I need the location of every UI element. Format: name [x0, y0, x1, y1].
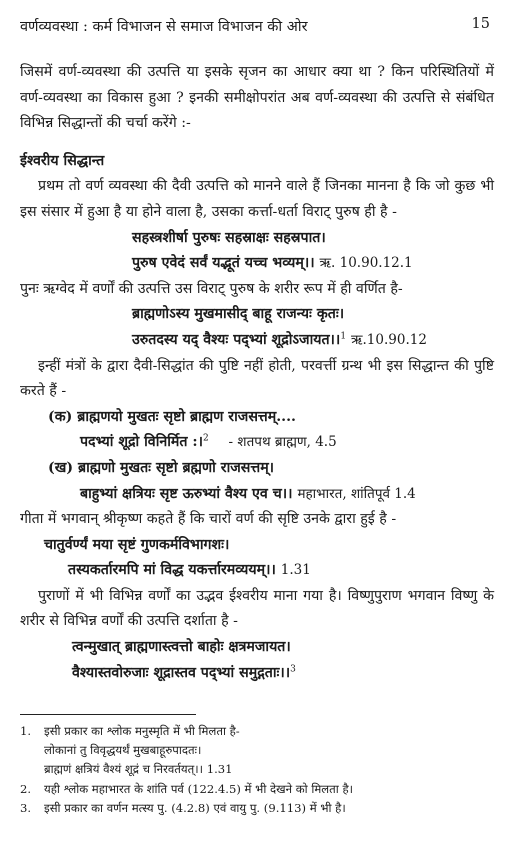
verse-line-2: [20, 251, 494, 277]
footnote-text: इसी प्रकार का वर्णन मत्स्य पु. (4.2.8) एवं वायु पु. (9.113) में भी है।: [44, 800, 346, 815]
verse-source: ऋ. 10.90.12.1: [319, 255, 413, 272]
footnote-divider: [20, 714, 196, 715]
footnote-number: 1.: [20, 724, 32, 738]
footnote-ref: 3: [290, 663, 296, 674]
verse-text: बाहुभ्यां क्षत्रियः सृष्ट ऊरुभ्यां वैश्य एव च।।: [80, 485, 293, 502]
intro-paragraph: जिसमें वर्ण-व्यवस्था की उत्पत्ति या इसके सृजन का आधार क्या था ? किन परिस्थितियों में वर्ण-व्यवस्था का विकास हुआ ? इनकी समीक्षोपरांत अब वर्ण-व्यवस्था की उत्पत्ति से संबंधित विभिन्न सिद्धान्तों की चर्चा करेंगे :-: [20, 64, 494, 132]
header-title: वर्णव्यवस्था : कर्म विभाजन से समाज विभाजन की ओर: [20, 19, 308, 35]
verse-kha-2: [20, 482, 494, 508]
verse-purana-1: त्वन्मुखात् ब्राह्मणास्त्वत्तो बाहोः क्षत्रमजायत।: [72, 639, 291, 656]
verse-text: वैश्यास्तवोरुजाः शूद्रास्तव पद्भ्यां समुद्गताः।।: [72, 664, 291, 681]
verse-line-3: ब्राह्मणोऽस्य मुखमासीद् बाहू राजन्यः कृतः।: [132, 306, 345, 323]
paragraph-gita: गीता में भगवान् श्रीकृष्ण कहते हैं कि चारों वर्ण की सृष्टि उनके द्वारा हुई है -: [20, 511, 397, 528]
footnote-ref: 1: [340, 331, 347, 342]
footnote-ref: 2: [203, 433, 209, 444]
main-text: [20, 60, 494, 686]
verse-kha-1: (ख) ब्राह्मणो मुखतः सृष्टो ब्रह्मणो राजसत्तम्।: [48, 459, 275, 476]
verse-text: उरुतदस्य यद् वैश्यः पद्भ्यां शूद्रोऽजायत।।: [132, 331, 341, 348]
verse-source: 1.31: [280, 562, 311, 579]
footnote-1-line-2: लोकानां तु विवृद्धयर्थं मुखबाहूरुपादतः।: [44, 743, 202, 758]
footnote-1: [20, 722, 494, 741]
footnote-1-line-3: ब्राह्मणं क्षत्रियं वैश्यं शूद्रं च निरवर्तयत्।। 1.31: [44, 762, 233, 777]
verse-text: पदभ्यां शूद्रो विनिर्मित :।: [80, 434, 204, 451]
verse-text: पुरुष एवेदं सर्वं यद्भूतं यच्च भव्यम्।।: [132, 255, 315, 272]
verse-line-4: [20, 328, 494, 354]
running-header: [20, 16, 490, 40]
paragraph-puranas: पुराणों में भी विभिन्न वर्णों का उद्भव ईश्वरीय माना गया है। विष्णुपुराण भगवान विष्णु के शरीर से विभिन्न वर्णों की उत्पत्ति दर्शाता है -: [20, 587, 494, 630]
paragraph-rigveda: पुनः ऋग्वेद में वर्णों की उत्पत्ति उस विराट् पुरुष के शरीर रूप में ही वर्णित है-: [20, 280, 403, 297]
page-number: 15: [471, 16, 490, 32]
verse-source: महाभारत, शांतिपूर्व 1.4: [297, 485, 416, 502]
verse-text: तस्यकर्तारमपि मां विद्ध यकर्त्तारमव्ययम्।।: [68, 562, 276, 579]
footnote-text: यही श्लोक महाभारत के शांति पर्व (122.4.5) में भी देखने को मिलता है।: [44, 781, 354, 796]
verse-line-1: सहस्त्रशीर्षा पुरुषः सहस्राक्षः सहस्रपात।: [132, 229, 326, 246]
verse-ka-2: [20, 430, 494, 456]
verse-gita-2: [20, 558, 494, 584]
footnote-number: 3.: [20, 800, 32, 815]
footnote-number: 2.: [20, 781, 32, 796]
verse-gita-1: चातुर्वर्ण्यं मया सृष्टं गुणकर्मविभागशः।: [44, 536, 230, 553]
footnote-text: इसी प्रकार का श्लोक मनुस्मृति में भी मिलता है-: [44, 724, 240, 738]
verse-ka-1: (क) ब्राह्मणयो मुखतः सृष्टो ब्राह्मण राजसत्तम्....: [48, 408, 296, 425]
footnote-2: [20, 780, 494, 799]
section-heading: ईश्वरीय सिद्धान्त: [20, 152, 105, 169]
paragraph-later-texts: इन्हीं मंत्रों के द्वारा दैवी-सिद्धांत की पुष्टि नहीं होती, परवर्त्ती ग्रन्थ भी इस सिद्धान्त की पुष्टि करते हैं -: [20, 357, 494, 400]
paragraph-divine-origin: प्रथम तो वर्ण व्यवस्था की दैवी उत्पत्ति को मानने वाले हैं जिनका मानना है कि जो कुछ भी इस संसार में हुआ है या होने वाला है, उसका कर्त्ता-धर्ता विराट् पुरुष ही है -: [20, 178, 494, 220]
footnote-3: [20, 799, 494, 818]
verse-purana-2: [20, 661, 494, 687]
verse-source: ऋ.10.90.12: [351, 331, 427, 348]
footnotes: [20, 722, 494, 818]
verse-source: - शतपथ ब्राह्मण, 4.5: [228, 434, 337, 451]
